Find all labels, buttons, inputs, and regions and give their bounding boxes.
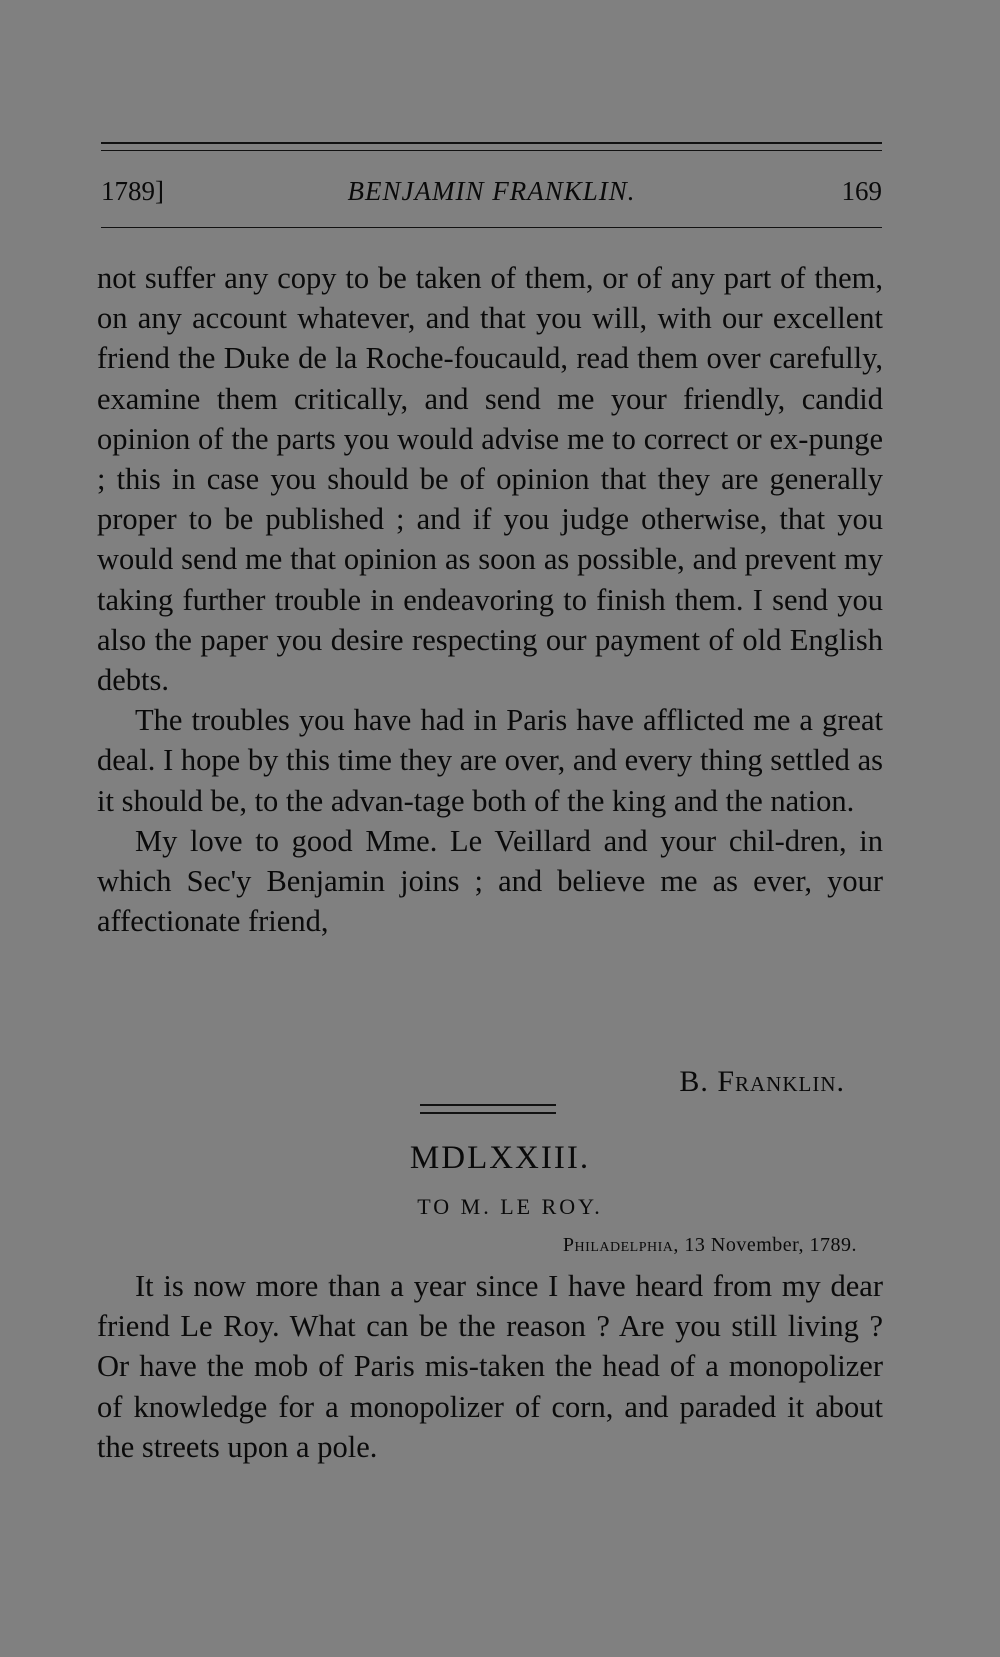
header-year: 1789] <box>101 176 164 206</box>
paragraph: My love to good Mme. Le Veillard and your chil-dren, in which Sec'y Benjamin joins ; and believe me as ever, your affectionate friend, <box>97 823 883 939</box>
header-title: BENJAMIN FRANKLIN. <box>347 176 636 206</box>
signature: B. Franklin. <box>679 1065 845 1098</box>
paragraph: The troubles you have had in Paris have afflicted me a great deal. I hope by this time they are over, and every thing settled as it should be, to the advan-tage both of the king and the nation. <box>97 703 883 818</box>
dateline <box>563 1234 857 1257</box>
page-number: 169 <box>841 176 882 206</box>
paragraph: not suffer any copy to be taken of them, or of any part of them, on any account whatever, and that you will, with our excellent friend the Duke de la Roche-foucauld, read them over carefully, examine them critically, and send me your friendly, candid opinion of the parts you would advise me to correct or ex-punge ; this in case you should be of opinion that they are generally proper to be published ; and if you judge otherwise, that you would send me that opinion as soon as possible, and prevent my taking further trouble in endeavoring to finish them. I send you also the paper you desire respecting our payment of old English debts. <box>97 261 883 698</box>
running-header <box>101 176 882 212</box>
paragraph: It is now more than a year since I have heard from my dear friend Le Roy. What can be the reason ? Are you still living ? Or have the mob of Paris mis-taken the head of a monopolizer of knowledge for a monopolizer of corn, and paraded it about the streets upon a pole. <box>97 1269 883 1464</box>
letter-recipient: TO M. LE ROY. <box>417 1194 603 1219</box>
header-rule-top <box>101 142 882 144</box>
dateline-place: Philadelphia, <box>562 1234 679 1256</box>
section-separator <box>420 1112 556 1114</box>
letter-body-continued <box>97 258 883 941</box>
letter-number: MDLXXIII. <box>409 1140 591 1176</box>
section-separator <box>420 1104 556 1106</box>
dateline-date: 13 November, 1789. <box>684 1234 857 1256</box>
header-rule-top-thin <box>101 150 882 151</box>
letter-body-new <box>97 1266 883 1467</box>
header-rule-bottom <box>101 227 882 228</box>
